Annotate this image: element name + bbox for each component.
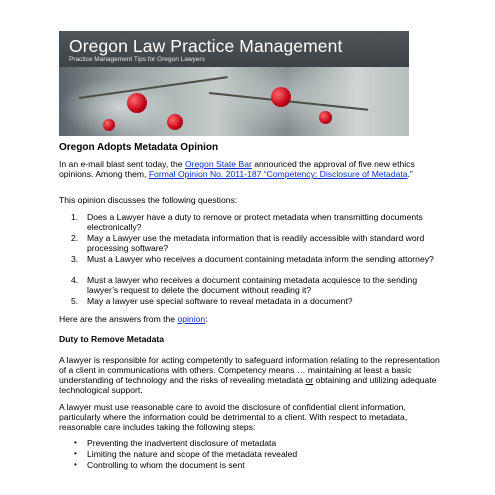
duty-text: A lawyer is responsible for acting competently to safeguard information relating to the representation of a client in communications with others. Competency means … maintaining at least a basic understanding of technology and the risks of revealing metadata xyxy=(59,355,440,385)
answers-text: Here are the answers from the xyxy=(59,314,178,324)
intro-text: announced the approval of five new ethics opinions. Among them, xyxy=(59,159,415,179)
list-item: Limiting the nature and scope of the metadata revealed xyxy=(87,449,298,459)
banner-header xyxy=(59,31,409,67)
section-heading: Duty to Remove Metadata xyxy=(59,334,165,344)
berry-shape xyxy=(271,87,291,107)
list-number: 5. xyxy=(71,296,79,306)
banner-subtitle: Practice Management Tips for Oregon Lawyers xyxy=(69,56,205,63)
berry-shape xyxy=(319,111,332,124)
list-number: 1. xyxy=(71,212,79,222)
twig-shape xyxy=(79,76,228,99)
list-number: 2. xyxy=(71,233,79,243)
answers-paragraph xyxy=(59,314,444,324)
blog-banner[interactable] xyxy=(59,31,409,136)
list-item: Controlling to whom the document is sent xyxy=(87,460,245,470)
duty-paragraph xyxy=(59,355,444,395)
opinion-link[interactable]: opinion xyxy=(177,314,206,324)
bullet-icon: • xyxy=(74,460,77,469)
list-number: 3. xyxy=(71,254,79,264)
banner-photo-iced-berries xyxy=(59,67,409,136)
list-item: Does a Lawyer have a duty to remove or protect metadata when transmitting documents electronically? xyxy=(87,212,423,232)
banner-title: Oregon Law Practice Management xyxy=(69,36,343,56)
oregon-state-bar-link[interactable]: Oregon State Bar xyxy=(184,159,252,169)
berry-shape xyxy=(127,93,147,113)
intro-text: In an e-mail blast sent today, the xyxy=(59,159,185,169)
discusses-paragraph: This opinion discusses the following questions: xyxy=(59,195,238,205)
reasonable-care-paragraph: A lawyer must use reasonable care to avoid the disclosure of confidential client information, particularly where the information could be detrimental to a client. With respect to metadata, reasonable care includes taking the following steps: xyxy=(59,402,408,432)
berry-shape xyxy=(167,114,183,130)
article-title: Oregon Adopts Metadata Opinion xyxy=(59,142,219,153)
list-item: May a Lawyer use the metadata information that is readily accessible with standard word processing software? xyxy=(87,233,425,253)
bullet-icon: • xyxy=(74,449,77,458)
answers-text: : xyxy=(205,314,208,324)
intro-paragraph xyxy=(59,159,444,179)
berry-shape xyxy=(103,119,115,131)
intro-text: .” xyxy=(407,169,413,179)
list-item: Must a lawyer who receives a document containing metadata acquiesce to the sending lawyer’s request to delete the document without reading it? xyxy=(87,275,418,295)
formal-opinion-link[interactable]: Formal Opinion No. 2011-187 “Competency: Disclosure of Metadata xyxy=(148,169,408,179)
list-item: Preventing the inadvertent disclosure of metadata xyxy=(87,438,277,448)
bullet-icon: • xyxy=(74,438,77,447)
duty-text: obtaining and utilizing adequate technological support. xyxy=(59,375,437,395)
duty-text-underlined: or xyxy=(305,375,314,385)
list-number: 4. xyxy=(71,275,79,285)
list-item: Must a Lawyer who receives a document containing metadata inform the sending attorney? xyxy=(87,254,434,264)
list-item: May a lawyer use special software to reveal metadata in a document? xyxy=(87,296,353,306)
